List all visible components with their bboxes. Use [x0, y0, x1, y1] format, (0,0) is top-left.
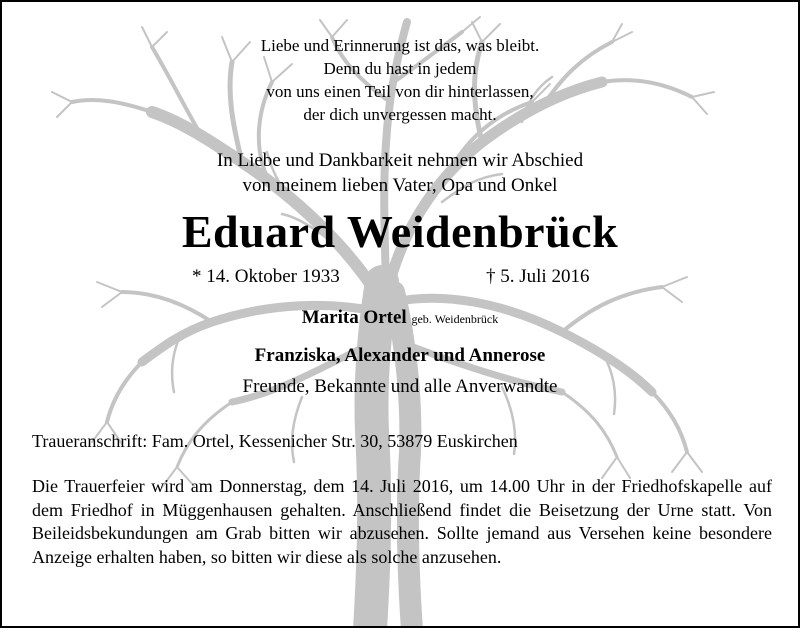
- death-date: † 5. Juli 2016: [486, 266, 590, 287]
- poem-line: Liebe und Erinnerung ist das, was bleibt.: [260, 36, 540, 55]
- farewell-line: In Liebe und Dankbarkeit nehmen wir Abschied: [216, 150, 584, 171]
- mourning-address: Traueranschrift: Fam. Ortel, Kessenicher Str. 30, 53879 Euskirchen: [32, 431, 518, 451]
- farewell-text: [2, 148, 798, 198]
- mourner-primary-name: Marita Ortel: [301, 307, 407, 328]
- poem-line: der dich unvergessen macht.: [303, 105, 497, 124]
- mourner-relatives: Freunde, Bekannte und alle Anverwandte: [242, 376, 558, 397]
- mourner-primary: [2, 305, 798, 332]
- mourner-primary-note: geb. Weidenbrück: [411, 312, 499, 326]
- farewell-line: von meinem lieben Vater, Opa und Onkel: [242, 175, 558, 196]
- deceased-name: Eduard Weidenbrück: [181, 206, 619, 257]
- poem-line: von uns einen Teil von dir hinterlassen,: [266, 82, 534, 101]
- poem-line: Denn du hast in jedem: [323, 59, 477, 78]
- mourner-grandchildren: Franziska, Alexander und Annerose: [254, 345, 546, 366]
- birth-date: * 14. Oktober 1933: [192, 266, 340, 287]
- poem-verse: [2, 34, 798, 126]
- ceremony-details: Die Trauerfeier wird am Donnerstag, dem 14. Juli 2016, um 14.00 Uhr in der Friedhofskapelle auf dem Friedhof in Müggenhausen gehalten. Anschließend findet die Beisetzung der Urne statt. Von Beileidsbekundungen am Grab bitten wir abzusehen. Sollte jemand aus Versehen keine besondere Anzeige erhalten haben, so bitten wir diese als solche anzusehen.: [32, 476, 772, 567]
